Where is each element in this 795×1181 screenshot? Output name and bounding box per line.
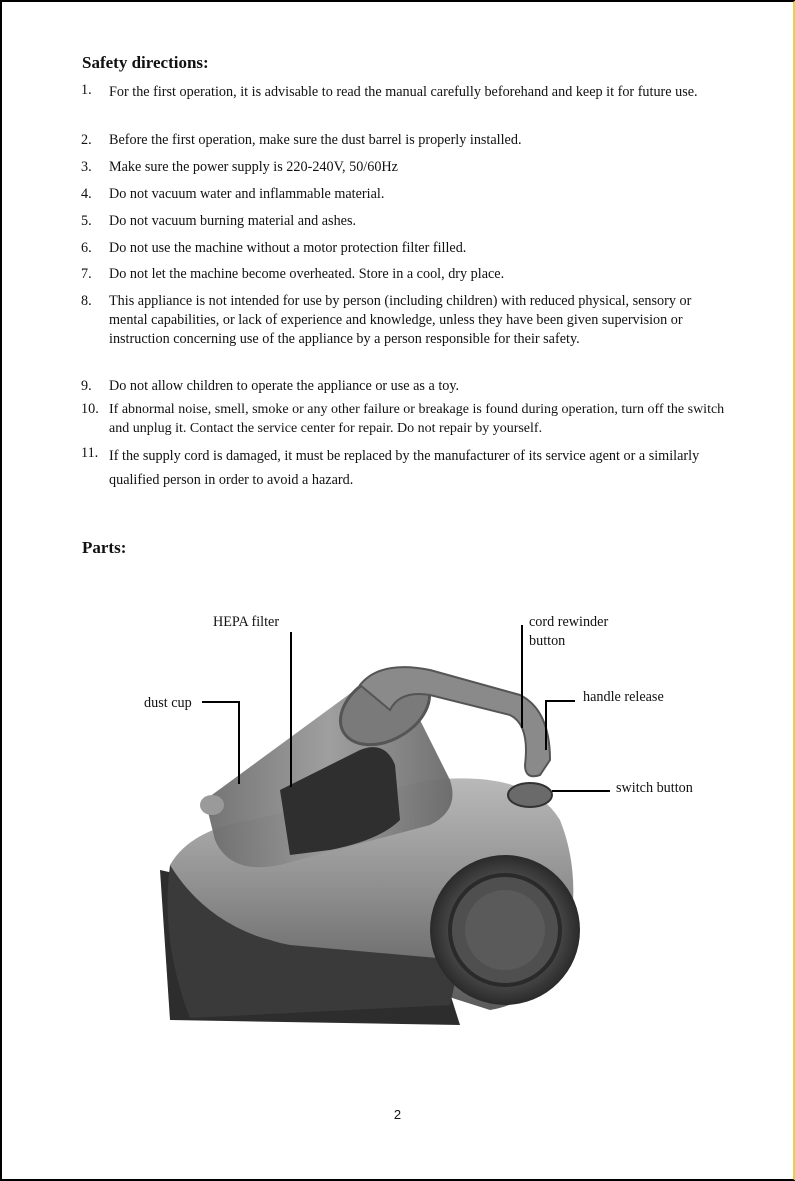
handle-release-leader-h <box>545 700 575 702</box>
item-text: Do not vacuum water and inflammable material. <box>109 186 385 202</box>
dust-cup-leader-v <box>238 701 240 784</box>
safety-item-2 <box>81 131 741 150</box>
item-text: Do not allow children to operate the appliance or use as a toy. <box>109 378 460 394</box>
item-number: 5. <box>81 213 92 229</box>
item-text: Do not use the machine without a motor protection filter filled. <box>109 240 467 256</box>
safety-item-8 <box>81 292 741 349</box>
safety-item-1 <box>81 81 741 104</box>
cord-rewinder-label-line1: cord rewinder <box>529 614 609 630</box>
item-number: 4. <box>81 186 92 202</box>
item-text: Make sure the power supply is 220-240V, 50/60Hz <box>109 159 398 175</box>
safety-item-11 <box>81 444 741 492</box>
item-number: 8. <box>81 293 92 309</box>
item-text: This appliance is not intended for use by person (including children) with reduced physical, sensory or mental capabilities, or lack of experience and knowledge, unless they have been given supervision or instruction concerning use of the appliance by a person responsible for their safety. <box>109 293 692 347</box>
item-text: Before the first operation, make sure the dust barrel is properly installed. <box>109 132 522 148</box>
page-number: 2 <box>393 1107 402 1122</box>
item-number: 7. <box>81 266 92 282</box>
cord-rewinder-label-line2: button <box>529 633 566 649</box>
item-text: Do not let the machine become overheated. Store in a cool, dry place. <box>109 266 505 282</box>
item-text: For the first operation, it is advisable to read the manual carefully beforehand and keep it for future use. <box>109 84 698 100</box>
safety-item-5 <box>81 212 741 231</box>
cord-rewinder-leader <box>521 625 523 728</box>
item-number: 11. <box>81 445 99 461</box>
item-number: 1. <box>81 82 92 98</box>
item-number: 10. <box>81 401 99 417</box>
item-number: 3. <box>81 159 92 175</box>
item-number: 2. <box>81 132 92 148</box>
switch-button-label: switch button <box>616 780 693 796</box>
item-text: If abnormal noise, smell, smoke or any other failure or breakage is found during operation, turn off the switch and unplug it. Contact the service center for repair. Do not repair by yourself. <box>109 402 725 436</box>
item-number: 6. <box>81 240 92 256</box>
safety-item-4 <box>81 185 741 204</box>
item-number: 9. <box>81 378 92 394</box>
item-text: Do not vacuum burning material and ashes. <box>109 213 357 229</box>
safety-item-10 <box>81 400 741 438</box>
hepa-filter-label: HEPA filter <box>213 614 280 630</box>
parts-heading: Parts: <box>82 538 127 557</box>
handle-release-leader-v <box>545 700 547 750</box>
safety-item-3 <box>81 158 741 177</box>
safety-item-7 <box>81 265 741 284</box>
handle-release-label: handle release <box>583 689 664 705</box>
safety-heading: Safety directions: <box>82 53 209 72</box>
safety-item-9 <box>81 377 741 396</box>
switch-button-leader <box>552 790 610 792</box>
dust-cup-label: dust cup <box>144 695 192 711</box>
item-text: If the supply cord is damaged, it must be replaced by the manufacturer of its service agent or a similarly qualified person in order to avoid a hazard. <box>109 448 700 488</box>
safety-item-6 <box>81 239 741 258</box>
hepa-filter-leader <box>290 632 292 787</box>
vacuum-cleaner-illustration <box>130 600 630 1030</box>
dust-cup-leader-h <box>202 701 240 703</box>
